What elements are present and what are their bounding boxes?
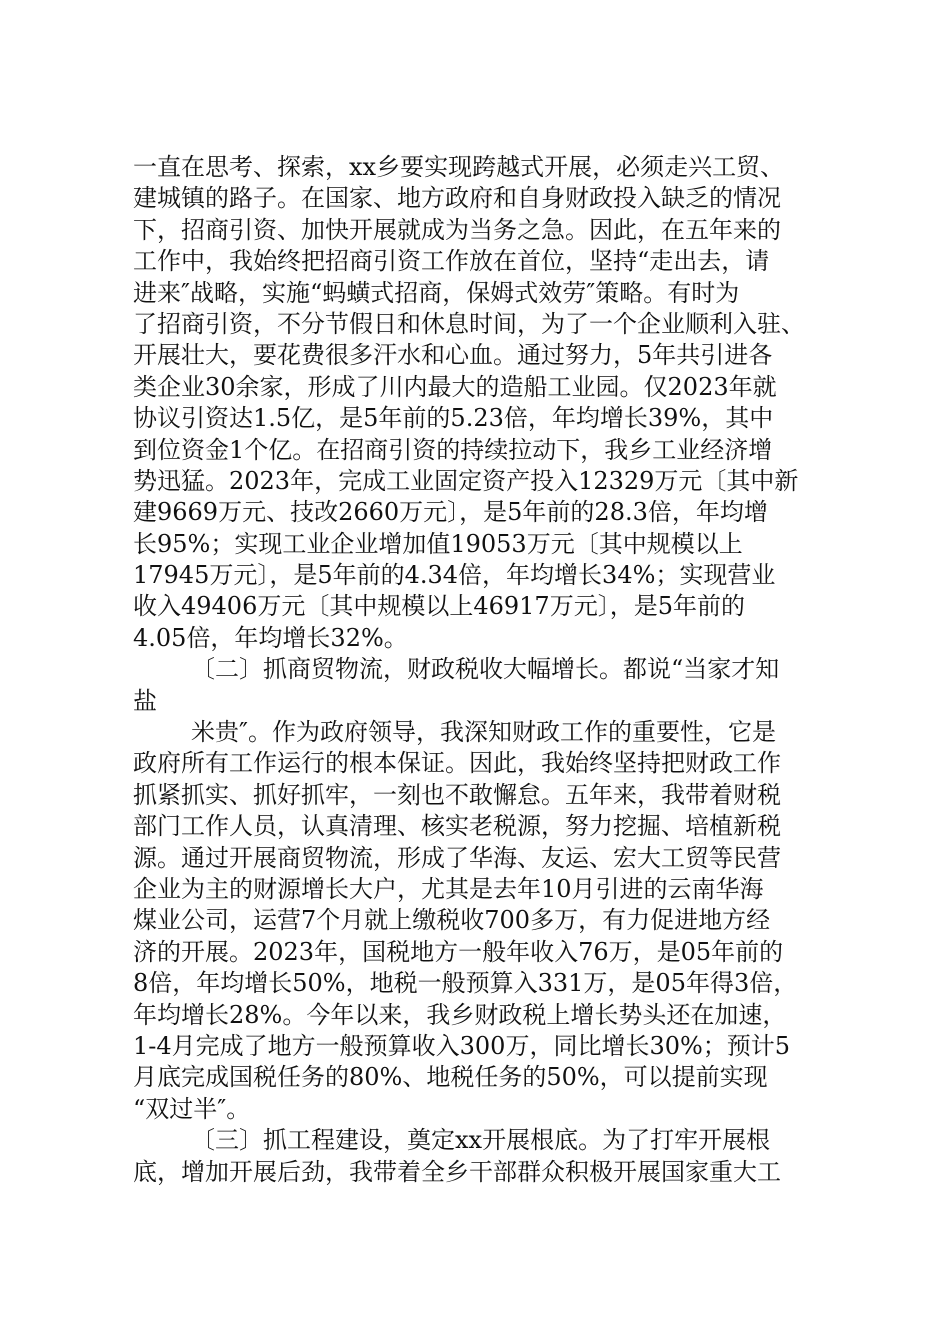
text-line: 年均增长28%。今年以来，我乡财政税上增长势头还在加速， <box>133 1000 787 1029</box>
text-line: 济的开展。2023年，国税地方一般年收入76万，是05年前的 <box>133 937 784 966</box>
text-line: 建城镇的路子。在国家、地方政府和自身财政投入缺乏的情况 <box>133 184 781 213</box>
text-line: 到位资金1个亿。在招商引资的持续拉动下，我乡工业经济增 <box>133 435 773 464</box>
text-line: 8倍，年均增长50%，地税一般预算入331万，是05年得3倍， <box>133 969 798 998</box>
paragraph-start-line: 米贵″。作为政府领导，我深知财政工作的重要性，它是 <box>191 718 776 747</box>
text-line: 工作中，我始终把招商引资工作放在首位，坚持“走出去，请 <box>133 247 770 276</box>
text-line: 建9669万元、技改2660万元〕，是5年前的28.3倍，年均增 <box>133 498 768 527</box>
text-line: 源。通过开展商贸物流，形成了华海、友运、宏大工贸等民营 <box>133 843 781 872</box>
text-line: 政府所有工作运行的根本保证。因此，我始终坚持把财政工作 <box>133 749 781 778</box>
text-line: 1-4月完成了地方一般预算收入300万，同比增长30%；预计5 <box>133 1031 791 1060</box>
text-line: 协议引资达1.5亿，是5年前的5.23倍，年均增长39%，其中 <box>133 404 774 433</box>
text-line: 收入49406万元〔其中规模以上46917万元〕，是5年前的 <box>133 592 745 621</box>
section-heading-line: 〔三〕抓工程建设，奠定xx开展根底。为了打牢开展根 <box>191 1126 771 1155</box>
text-line: 类企业30余家，形成了川内最大的造船工业园。仅2023年就 <box>133 372 777 401</box>
text-line: 企业为主的财源增长大户，尤其是去年10月引进的云南华海 <box>133 874 764 903</box>
text-line: 月底完成国税任务的80%、地税任务的50%，可以提前实现 <box>133 1063 768 1092</box>
text-line: 抓紧抓实、抓好抓牢，一刻也不敢懈怠。五年来，我带着财税 <box>133 780 781 809</box>
text-line: 进来″战略，实施“蚂蟥式招商，保姆式效劳″策略。有时为 <box>133 278 740 307</box>
text-line: 17945万元〕，是5年前的4.34倍，年均增长34%；实现营业 <box>133 561 776 590</box>
text-line: 盐 <box>133 686 157 715</box>
text-line: 势迅猛。2023年，完成工业固定资产投入12329万元〔其中新 <box>133 466 799 495</box>
text-line: 长95%；实现工业企业增加值19053万元〔其中规模以上 <box>133 529 743 558</box>
section-heading-line: 〔二〕抓商贸物流，财政税收大幅增长。都说“当家才知 <box>191 655 780 684</box>
text-line: 开展壮大，要花费很多汗水和心血。通过努力，5年共引进各 <box>133 341 773 370</box>
text-line: 底，增加开展后劲，我带着全乡干部群众积极开展国家重大工 <box>133 1157 781 1186</box>
text-line: 煤业公司，运营7个月就上缴税收700多万，有力促进地方经 <box>133 906 771 935</box>
text-line: 部门工作人员，认真清理、核实老税源，努力挖掘、培植新税 <box>133 812 781 841</box>
text-line: 4.05倍，年均增长32%。 <box>133 623 408 652</box>
document-body <box>133 152 833 1188</box>
text-line: 了招商引资，不分节假日和休息时间，为了一个企业顺利入驻、 <box>133 309 805 338</box>
text-line: 下，招商引资、加快开展就成为当务之急。因此，在五年来的 <box>133 215 781 244</box>
text-line: “双过半″。 <box>133 1094 251 1123</box>
text-line: 一直在思考、探索，xx乡要实现跨越式开展，必须走兴工贸、 <box>133 153 785 181</box>
